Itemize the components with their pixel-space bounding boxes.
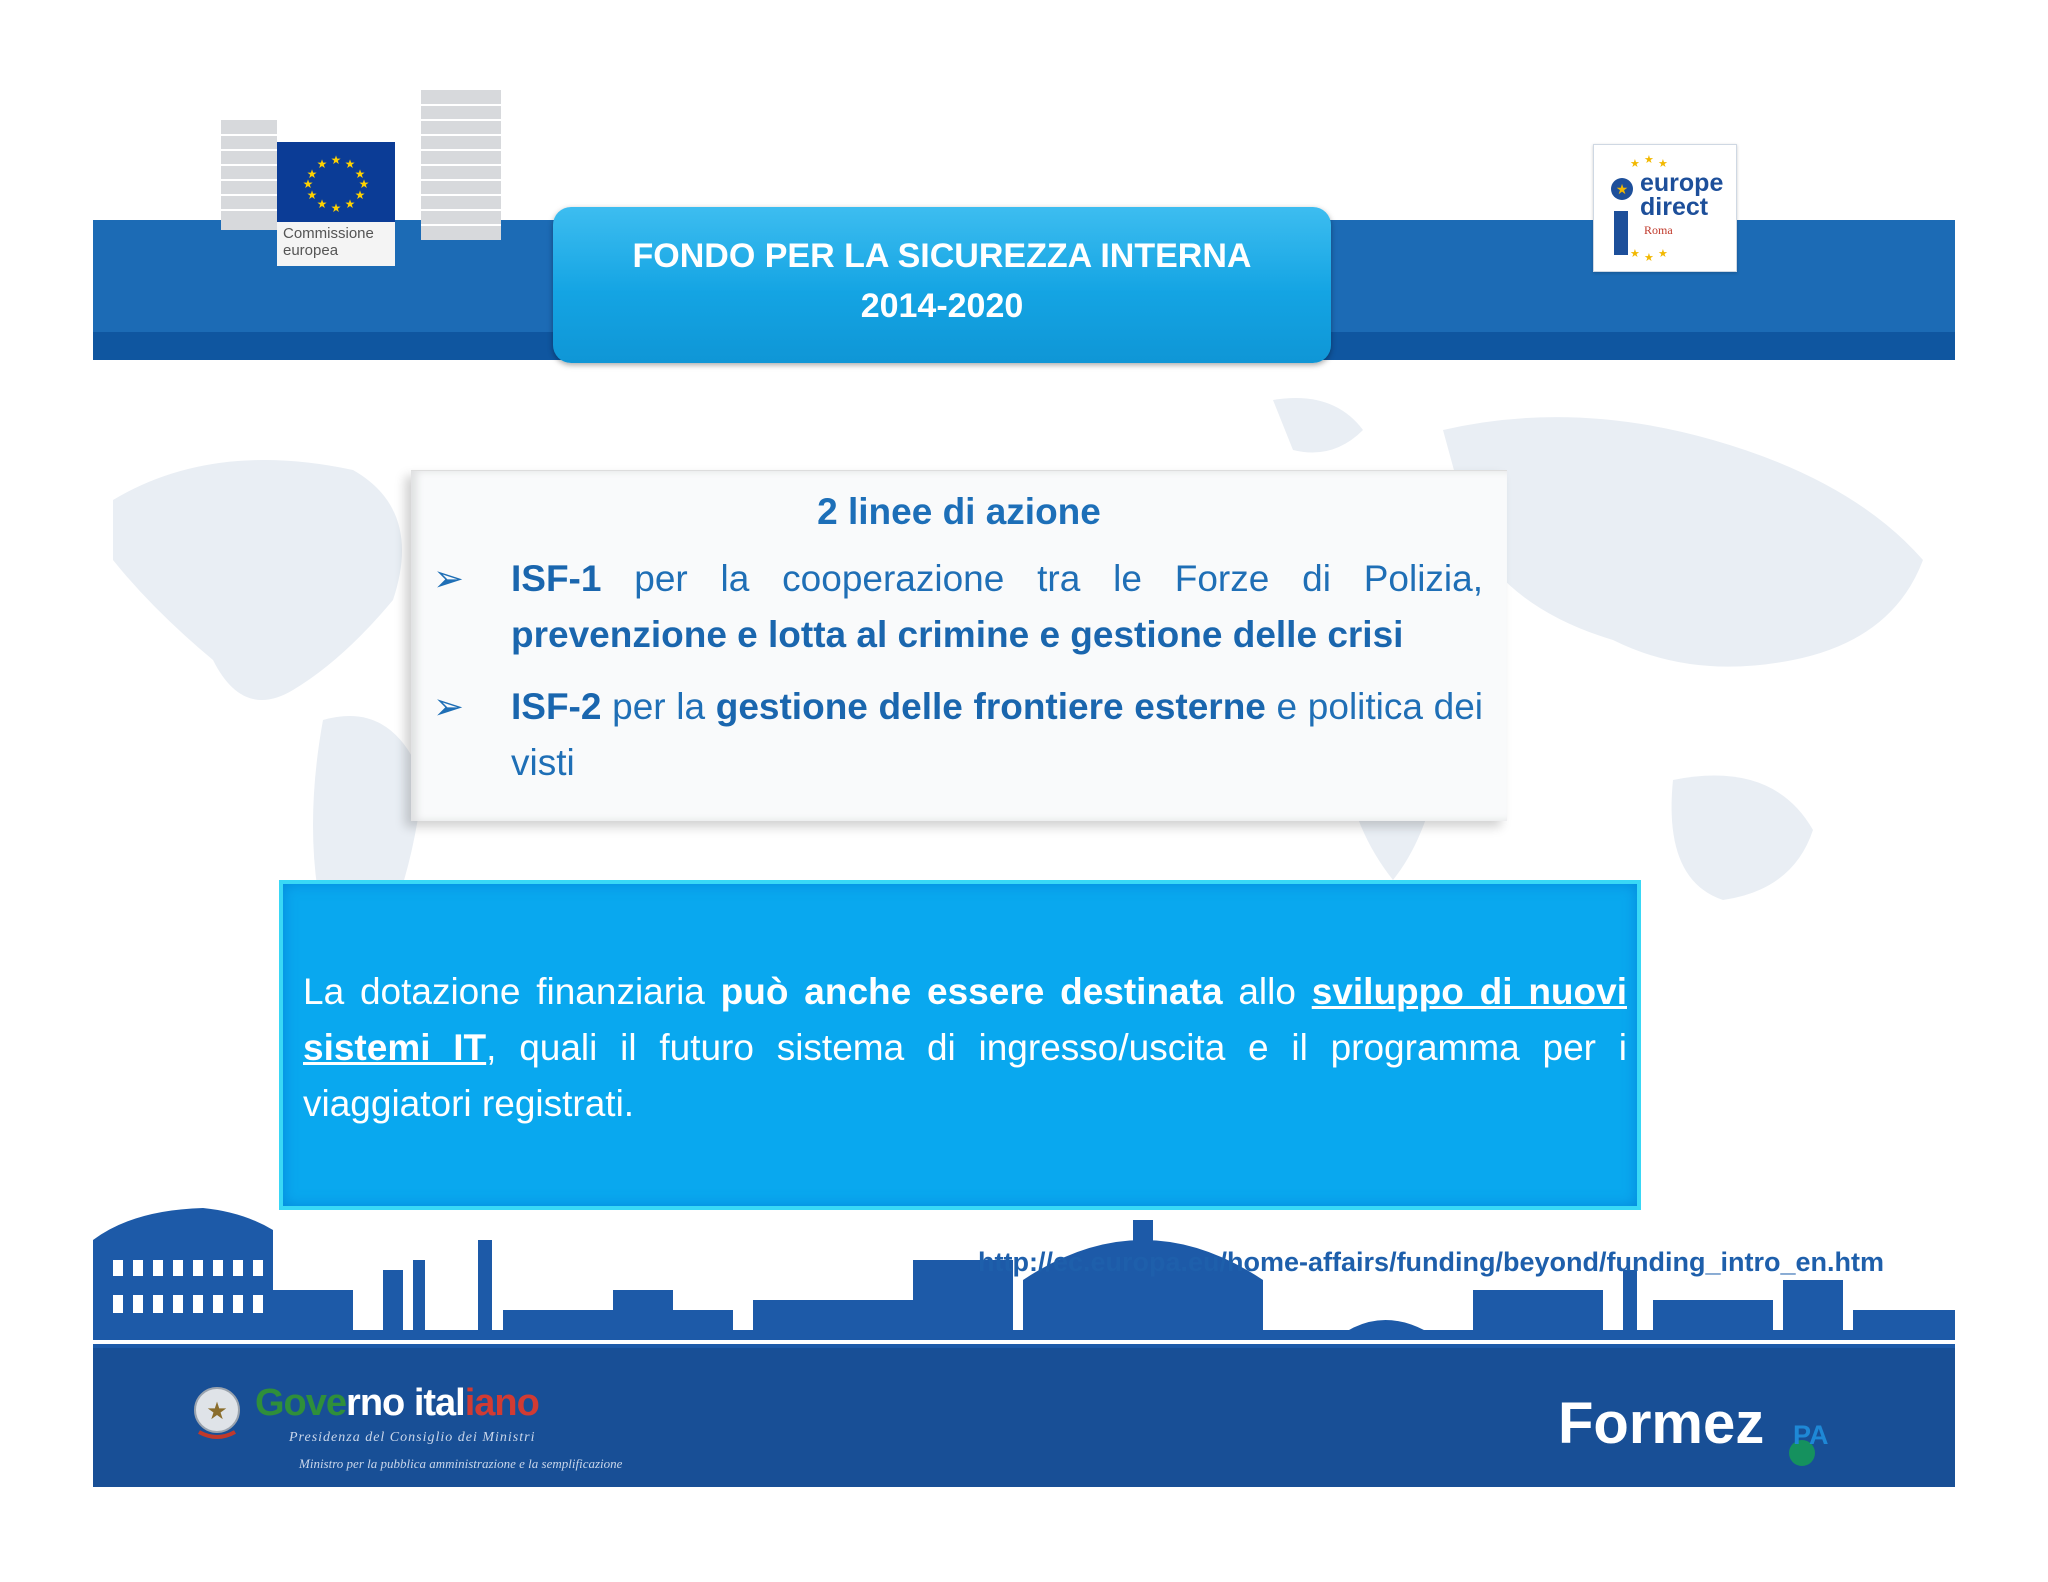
svg-text:★: ★ — [330, 153, 342, 167]
italian-republic-emblem-icon — [191, 1384, 243, 1444]
svg-text:★: ★ — [354, 167, 366, 181]
bullet-isf1 — [433, 551, 1483, 663]
gov-name-green: Gove — [255, 1382, 347, 1424]
ec-label-line2: europea — [283, 242, 339, 259]
svg-text:★: ★ — [206, 1397, 228, 1425]
formez-logo: Formez — [1558, 1391, 1765, 1456]
svg-text:★: ★ — [344, 197, 356, 211]
svg-text:★: ★ — [330, 201, 342, 215]
arrow-bullet-icon: ➢ — [433, 686, 465, 727]
governo-italiano-logo — [255, 1382, 539, 1425]
ec-label-line1: Commissione — [283, 225, 374, 242]
page-subtitle-years: 2014-2020 — [860, 287, 1024, 325]
isf2-code: ISF-2 — [511, 686, 602, 727]
svg-text:★: ★ — [306, 167, 318, 181]
gov-subtitle-ministry: Ministro per la pubblica amministrazione e la semplificazione — [299, 1456, 623, 1471]
info-underlined: sviluppo di nuovi sistemi IT — [303, 971, 1627, 1068]
gov-name-red: iano — [464, 1382, 539, 1424]
svg-text:★: ★ — [1644, 153, 1654, 166]
svg-text:★: ★ — [358, 177, 370, 191]
action-lines-box — [411, 470, 1507, 821]
svg-text:★: ★ — [316, 157, 328, 171]
svg-text:★: ★ — [1615, 182, 1629, 198]
isf2-bold: gestione delle frontiere esterne — [715, 686, 1266, 727]
gov-name-white: rno ital — [346, 1382, 465, 1424]
action-lines-title: 2 linee di azione — [817, 491, 1101, 532]
svg-text:★: ★ — [1644, 251, 1654, 263]
isf1-plain: per la cooperazione tra le Forze di Polizia, — [601, 558, 1483, 599]
info-part3: , quali il futuro sistema di ingresso/uscita e il programma per i viaggiatori registrati. — [303, 1027, 1627, 1124]
info-part2: allo — [1222, 971, 1312, 1012]
ec-label — [277, 222, 395, 266]
bullet-isf1-text — [511, 551, 1483, 663]
isf1-code: ISF-1 — [511, 558, 602, 599]
footer-divider — [93, 1340, 1955, 1344]
page-title: FONDO PER LA SICUREZZA INTERNA — [632, 237, 1252, 275]
europe-direct-text-2: direct — [1640, 193, 1709, 221]
isf2-tail: e politica dei visti — [511, 686, 1483, 783]
svg-text:★: ★ — [1630, 157, 1640, 170]
gov-subtitle-presidency: Presidenza del Consiglio dei Ministri — [289, 1430, 536, 1445]
svg-text:★: ★ — [1658, 247, 1668, 260]
formez-pa-label: PA — [1793, 1420, 1829, 1450]
svg-text:★: ★ — [1630, 247, 1640, 260]
europe-direct-logo — [1593, 144, 1737, 272]
bullet-isf2-text — [511, 679, 1483, 791]
isf2-plain: per la — [601, 686, 716, 727]
info-part1: La dotazione finanziaria — [303, 971, 721, 1012]
slide — [93, 90, 1955, 1487]
europe-direct-text-1: europe — [1640, 169, 1724, 197]
bullet-isf2 — [433, 679, 1483, 791]
svg-text:★: ★ — [316, 197, 328, 211]
funding-info-box — [279, 880, 1641, 1210]
source-url-link[interactable]: http://ec.europa.eu/home-affairs/funding/beyond/funding_intro_en.htm — [978, 1247, 1885, 1277]
svg-text:★: ★ — [354, 188, 366, 202]
title-box — [553, 207, 1331, 363]
svg-text:★: ★ — [344, 157, 356, 171]
eu-flag-icon — [277, 142, 395, 222]
svg-text:★: ★ — [302, 177, 314, 191]
europe-direct-city: Roma — [1644, 223, 1673, 237]
info-bold: può anche essere destinata — [720, 971, 1223, 1012]
svg-text:★: ★ — [306, 188, 318, 202]
svg-text:★: ★ — [1658, 157, 1668, 170]
isf1-bold: prevenzione e lotta al crimine e gestione delle crisi — [511, 614, 1404, 655]
funding-info-text — [303, 964, 1627, 1132]
arrow-bullet-icon: ➢ — [433, 558, 465, 599]
